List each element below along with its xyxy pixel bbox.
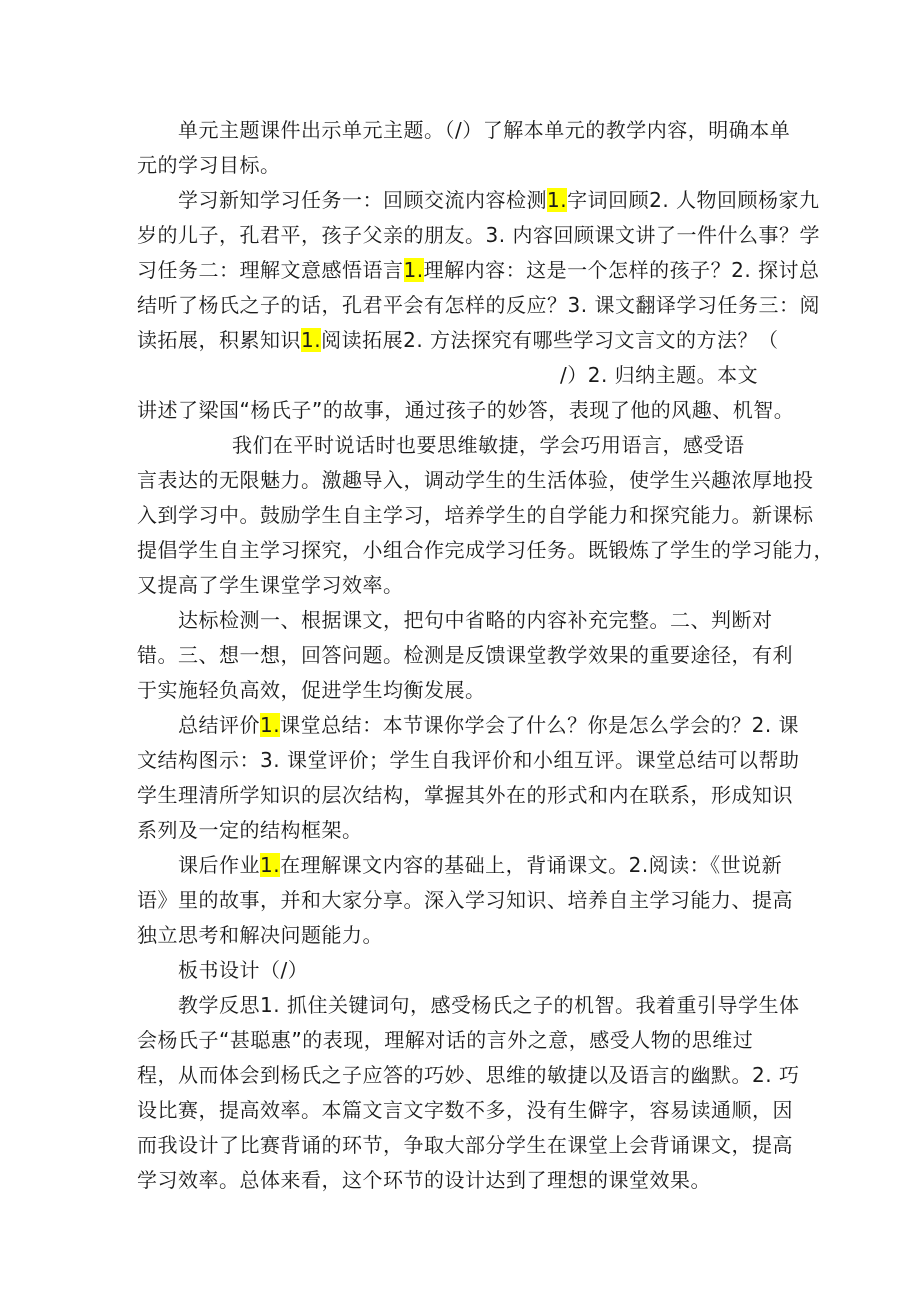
text-line: 系列及一定的结构框架。 (137, 818, 363, 842)
highlight-mark: 1. (260, 713, 281, 737)
text-line: 读拓展，积累知识1.阅读拓展2. 方法探究有哪些学习文言文的方法？（ (137, 328, 779, 352)
text-line: 语》里的故事，并和大家分享。深入学习知识、培养自主学习能力、提高 (137, 888, 793, 912)
text-line: 板书设计（/） (178, 958, 309, 982)
text-line: 错。三、想一想，回答问题。检测是反馈课堂教学效果的重要途径，有利 (137, 643, 793, 667)
text-line: /）2. 归纳主题。本文 (560, 363, 759, 387)
text-line: 设比赛，提高效率。本篇文言文字数不多，没有生僻字，容易读通顺，因 (137, 1098, 793, 1122)
text-line: 学习新知学习任务一：回顾交流内容检测1.字词回顾2. 人物回顾杨家九 (178, 188, 820, 212)
text-line: 习任务二：理解文意感悟语言1.理解内容：这是一个怎样的孩子？2. 探讨总 (137, 258, 820, 282)
text-line: 文结构图示：3. 课堂评价；学生自我评价和小组互评。课堂总结可以帮助 (137, 748, 800, 772)
text-line: 独立思考和解决问题能力。 (137, 923, 383, 947)
text-line: 言表达的无限魅力。激趣导入，调动学生的生活体验，使学生兴趣浓厚地投 (137, 468, 814, 492)
highlight-mark: 1. (260, 853, 281, 877)
text-line: 总结评价1.课堂总结：本节课你学会了什么？你是怎么学会的？2. 课 (178, 713, 800, 737)
text-line: 学习效率。总体来看，这个环节的设计达到了理想的课堂效果。 (137, 1168, 711, 1192)
text-line: 达标检测一、根据课文，把句中省略的内容补充完整。二、判断对 (178, 608, 773, 632)
text-line: 我们在平时说话时也要思维敏捷，学会巧用语言，感受语 (232, 433, 745, 457)
text-line: 会杨氏子“甚聪惠”的表现，理解对话的言外之意，感受人物的思维过 (137, 1028, 754, 1052)
highlight-mark: 1. (301, 328, 322, 352)
text-line: 课后作业1.在理解课文内容的基础上，背诵课文。2.阅读：《世说新 (178, 853, 783, 877)
text-line: 元的学习目标。 (137, 153, 281, 177)
highlight-mark: 1. (403, 258, 424, 282)
text-line: 于实施轻负高效，促进学生均衡发展。 (137, 678, 486, 702)
text-line: 又提高了学生课堂学习效率。 (137, 573, 404, 597)
text-line: 学生理清所学知识的层次结构，掌握其外在的形式和内在联系，形成知识 (137, 783, 793, 807)
text-line: 结听了杨氏之子的话，孔君平会有怎样的反应？3. 课文翻译学习任务三：阅 (137, 293, 820, 317)
text-line: 程，从而体会到杨氏之子应答的巧妙、思维的敏捷以及语言的幽默。2. 巧 (137, 1063, 800, 1087)
text-line: 岁的儿子，孔君平，孩子父亲的朋友。3. 内容回顾课文讲了一件什么事？学 (137, 223, 820, 247)
text-line: 而我设计了比赛背诵的环节，争取大部分学生在课堂上会背诵课文，提高 (137, 1133, 793, 1157)
text-line: 入到学习中。鼓励学生自主学习，培养学生的自学能力和探究能力。新课标 (137, 503, 814, 527)
text-line: 单元主题课件出示单元主题。（/）了解本单元的教学内容，明确本单 (178, 118, 791, 142)
text-line: 讲述了梁国“杨氏子”的故事，通过孩子的妙答，表现了他的风趣、机智。 (137, 398, 795, 422)
highlight-mark: 1. (547, 188, 568, 212)
text-line: 提倡学生自主学习探究，小组合作完成学习任务。既锻炼了学生的学习能力， (137, 538, 834, 562)
text-line: 教学反思1. 抓住关键词句，感受杨氏之子的机智。我着重引导学生体 (178, 993, 800, 1017)
